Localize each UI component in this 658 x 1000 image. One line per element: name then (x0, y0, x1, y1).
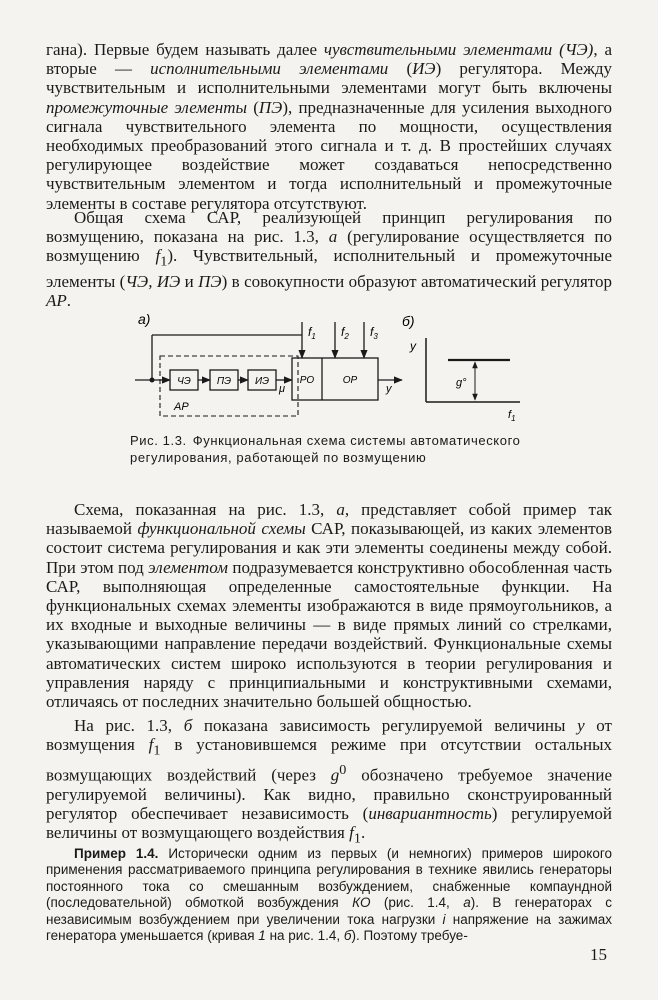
paragraph-4: На рис. 1.3, б показана зависимость регулируемой величины y от возмущения $f_1$ в установившемся режиме при отсутствии остальных возмущающих воздействий (через $g^0$ обозначено требуемое значение регулируемой величины). Как видно, правильно сконструированный регулятор обеспечивает независимость (инвариантность) регулируемой величины от возмущающего воздействия $f_1$. (46, 716, 613, 847)
paragraph-3: Схема, показанная на рис. 1.3, а, представляет собой пример так называемой функциональной схемы САР, показывающей, из каких элементов состоит система регулирования и как эти элементы соединены между собой. При этом под элементом подразумевается конструктивно обособленная часть САР, выполняющая определенные самостоятельные функции. На функциональных схемах элементы изображаются в виде прямоугольников, а их входные и выходные величины — в виде прямых линий со стрелками, указывающими направление передачи воздействий. Функциональные схемы автоматических систем широко используются в теории регулирования и управления наряду с принципиальными и конструктивными схемами, отличаясь от последних значительно большей общностью. (46, 500, 613, 712)
graph-y-label: y (410, 339, 416, 353)
graph-g-label: g° (456, 377, 467, 389)
figure-1-3 (130, 310, 530, 425)
figure-label-a: а) (138, 311, 151, 327)
graph-f1-label: $f_1$ (508, 409, 516, 423)
figure-caption: Рис. 1.3. Функциональная схема системы автоматического регулирования, работающей по возмущению (130, 433, 521, 465)
svg-text:ИЭ: ИЭ (254, 376, 270, 387)
page-number: 15 (590, 945, 607, 964)
figure-label-b: б) (402, 313, 415, 329)
svg-text:ЧЭ: ЧЭ (177, 376, 191, 387)
f3-label: $f_3$ (370, 325, 378, 341)
svg-text:ПЭ: ПЭ (216, 376, 232, 387)
ar-label: АР (174, 401, 189, 413)
mu-label: μ (279, 383, 286, 395)
svg-text:ОР: ОР (342, 375, 358, 386)
f2-label: $f_2$ (341, 325, 349, 341)
f1-label: $f_1$ (308, 325, 316, 341)
paragraph-1: гана). Первые будем называть далее чувствительными элементами (ЧЭ), а вторые — исполнительными элементами (ИЭ) регулятора. Между чувствительным и исполнительными элементами могут быть включены промежуточные элементы (ПЭ), предназначенные для усиления выходного сигнала чувствительного элемента по мощности, осуществления необходимых преобразований этого сигнала и т. д. В простейших случаях регулирующее воздействие может создаваться непосредственно чувствительным элементом и тогда исполнительный и промежуточные элементы в составе регулятора отсутствуют. (46, 40, 613, 213)
paragraph-2: Общая схема САР, реализующей принцип регулирования по возмущению, показана на рис. 1.3, а (регулирование осуществляется по возмущению $f_1$). Чувствительный, исполнительный и промежуточные элементы (ЧЭ, ИЭ и ПЭ) в совокупности образуют автоматический регулятор АР. (46, 208, 612, 311)
svg-text:РО: РО (299, 375, 315, 386)
example-1-4: Пример 1.4. Исторически одним из первых (и немногих) примеров широкого применения рассматриваемого принципа регулирования в технике явились генераторы постоянного тока со смешанным возбуждением, снабженные компаундной (последовательной) обмоткой возбуждения КО (рис. 1.4, а). В генераторах с независимым возбуждением при увеличении тока нагрузки i напряжение на зажимах генератора уменьшается (кривая 1 на рис. 1.4, б). Поэтому требуе- (46, 846, 613, 944)
output-y-label: у (386, 383, 392, 395)
